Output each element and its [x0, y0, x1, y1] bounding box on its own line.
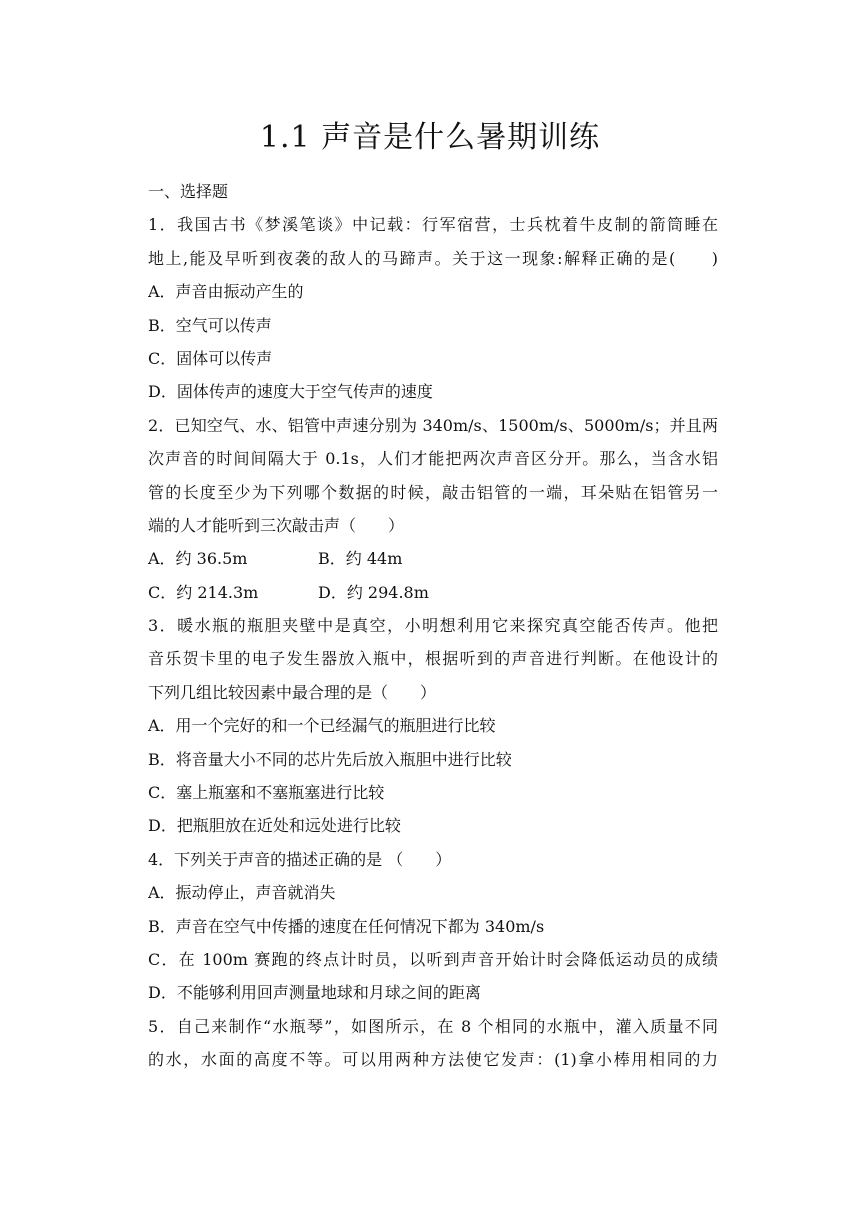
question-2-option-d: D．约 294.8m: [318, 582, 429, 602]
question-3-line-3: 下列几组比较因素中最合理的是（ ）: [148, 682, 437, 702]
question-4-option-a: A．振动停止，声音就消失: [148, 883, 336, 903]
question-3-line-1: 3．暖水瓶的瓶胆夹壁中是真空，小明想利用它来探究真空能否传声。他把: [148, 616, 718, 636]
question-1-option-d: D．固体传声的速度大于空气传声的速度: [148, 382, 433, 402]
section-heading: 一、选择题: [148, 182, 229, 201]
question-2-line-1: 2．已知空气、水、铝管中声速分别为 340m/s、1500m/s、5000m/s；并且两: [148, 415, 718, 435]
question-3-option-c: C．塞上瓶塞和不塞瓶塞进行比较: [148, 783, 385, 803]
question-2-options-row-1: [148, 542, 718, 575]
question-4-option-d: D．不能够利用回声测量地球和月球之间的距离: [148, 983, 481, 1003]
question-2-option-a: A．约 36.5m: [148, 549, 248, 569]
question-2-option-b: B．约 44m: [318, 549, 403, 569]
question-1-line-1: 1．我国古书《梦溪笔谈》中记载：行军宿营，士兵枕着牛皮制的箭筒睡在: [148, 215, 718, 235]
question-3-line-2: 音乐贺卡里的电子发生器放入瓶中，根据听到的声音进行判断。在他设计的: [148, 649, 718, 669]
question-1-option-b: B．空气可以传声: [148, 315, 272, 335]
question-2-line-3: 管的长度至少为下列哪个数据的时候，敲击铝管的一端，耳朵贴在铝管另一: [148, 482, 718, 502]
question-2-line-2: 次声音的时间间隔大于 0.1s，人们才能把两次声音区分开。那么，当含水铝: [148, 449, 718, 469]
question-4-line-1: 4．下列关于声音的描述正确的是 （ ）: [148, 849, 452, 869]
question-3-option-d: D．把瓶胆放在近处和远处进行比较: [148, 816, 401, 836]
question-1-line-2: 地上,能及早听到夜袭的敌人的马蹄声。关于这一现象:解释正确的是( ): [148, 248, 718, 268]
page-title: 1.1 声音是什么暑期训练: [259, 120, 601, 155]
question-list: [148, 175, 718, 1077]
question-2-option-c: C．约 214.3m: [148, 582, 259, 602]
question-5-line-2: 的水，水面的高度不等。可以用两种方法使它发声：(1)拿小棒用相同的力: [148, 1050, 718, 1070]
question-3-option-a: A．用一个完好的和一个已经漏气的瓶胆进行比较: [148, 716, 496, 736]
question-2-line-4: 端的人才能听到三次敲击声（ ）: [148, 515, 405, 535]
question-4-option-b: B．声音在空气中传播的速度在任何情况下都为 340m/s: [148, 916, 545, 936]
question-1-option-a: A．声音由振动产生的: [148, 282, 304, 302]
question-2-options-row-2: [148, 576, 718, 609]
question-3-option-b: B．将音量大小不同的芯片先后放入瓶胆中进行比较: [148, 749, 512, 769]
question-1-option-c: C．固体可以传声: [148, 348, 273, 368]
question-5-line-1: 5．自己来制作“水瓶琴”，如图所示，在 8 个相同的水瓶中，灌入质量不同: [148, 1016, 718, 1036]
question-4-option-c: C．在 100m 赛跑的终点计时员，以听到声音开始计时会降低运动员的成绩: [148, 949, 718, 969]
